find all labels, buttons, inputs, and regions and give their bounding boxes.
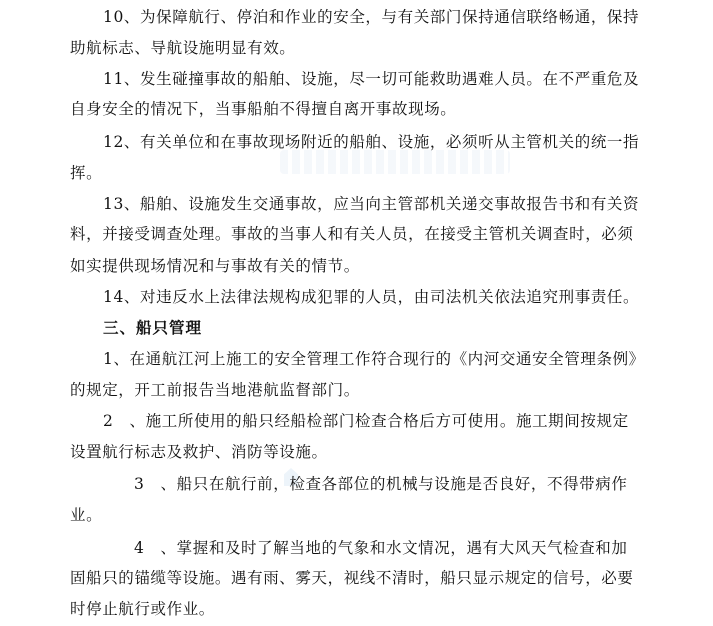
paragraph-14-line-1: 14、对违反水上法律法规构成犯罪的人员，由司法机关依法追究刑事责任。: [103, 288, 640, 306]
item-1-line-2: 的规定，开工前报告当地港航监督部门。: [70, 381, 360, 399]
item-3-line-2: 业。: [70, 506, 103, 524]
section-heading: 三、船只管理: [103, 318, 203, 337]
item-2-line-1: 2 、施工所使用的船只经船检部门检查合格后方可使用。施工期间按规定: [103, 412, 629, 430]
watermark: [280, 150, 510, 174]
paragraph-11-line-1: 11、发生碰撞事故的船舶、设施，尽一切可能救助遇难人员。在不严重危及: [103, 70, 640, 88]
item-3-line-1: 3 、船只在航行前，检查各部位的机械与设施是否良好，不得带病作: [134, 475, 628, 493]
paragraph-10-line-1: 10、为保障航行、停泊和作业的安全，与有关部门保持通信联络畅通，保持: [103, 8, 640, 26]
paragraph-11-line-2: 自身安全的情况下，当事船舶不得擅自离开事故现场。: [70, 100, 457, 118]
item-2-line-2: 设置航行标志及救护、消防等设施。: [70, 443, 328, 461]
paragraph-12-line-2: 挥。: [70, 164, 103, 182]
paragraph-13-line-3: 如实提供现场情况和与事故有关的情节。: [70, 257, 360, 275]
paragraph-10-line-2: 助航标志、导航设施明显有效。: [70, 39, 296, 57]
paragraph-12-line-1: 12、有关单位和在事故现场附近的船舶、设施，必须听从主管机关的统一指: [103, 133, 640, 151]
item-1-line-1: 1、在通航江河上施工的安全管理工作符合现行的《内河交通安全管理条例》: [103, 350, 645, 368]
item-4-line-1: 4 、掌握和及时了解当地的气象和水文情况，遇有大风天气检查和加: [134, 539, 628, 557]
item-4-line-3: 时停止航行或作业。: [70, 600, 215, 618]
paragraph-13-line-1: 13、船舶、设施发生交通事故，应当向主管部机关递交事故报告书和有关资: [103, 195, 640, 213]
paragraph-13-line-2: 料，并接受调查处理。事故的当事人和有关人员，在接受主管机关调查时，必须: [70, 225, 634, 243]
item-4-line-2: 固船只的锚缆等设施。遇有雨、雾天，视线不清时，船只显示规定的信号，必要: [70, 569, 634, 587]
